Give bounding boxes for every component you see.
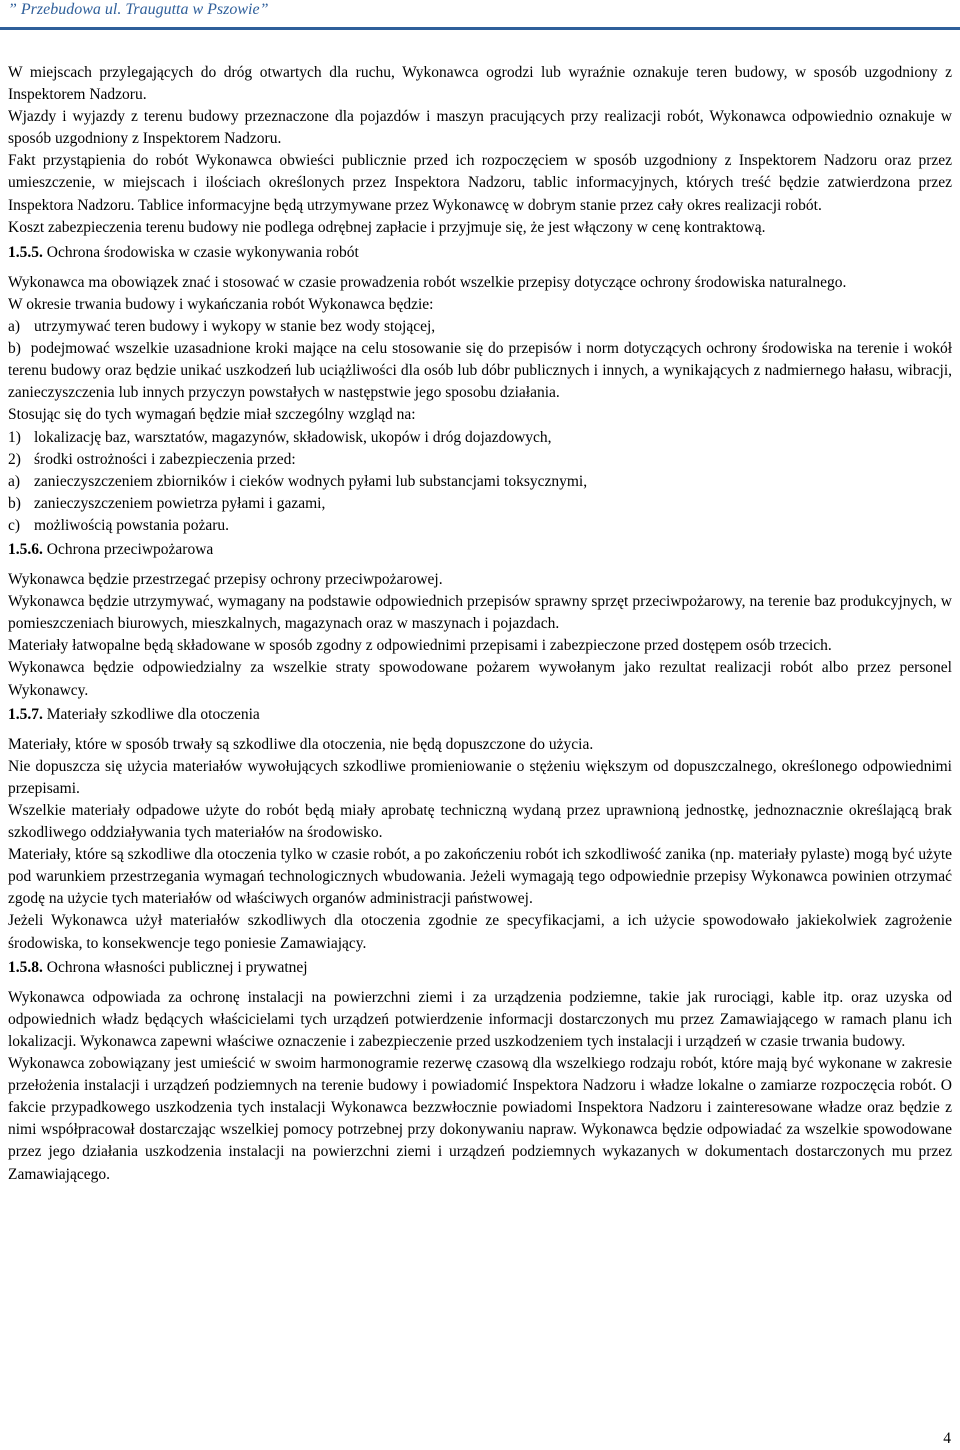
list-item-text: utrzymywać teren budowy i wykopy w stanie bez wody stojącej,	[34, 318, 436, 336]
list-item-text: lokalizację baz, warsztatów, magazynów, składowisk, ukopów i dróg dojazdowych,	[34, 428, 552, 446]
list-marker: b)	[8, 494, 21, 512]
page-number: 4	[943, 1430, 951, 1447]
list-item-text: zanieczyszczeniem powietrza pyłami i gazami,	[34, 494, 326, 512]
list-item	[8, 493, 952, 515]
list-marker: b)	[8, 340, 21, 358]
header-divider	[0, 27, 960, 30]
section-heading-1-5-6	[8, 539, 952, 561]
list-item	[8, 471, 952, 493]
list-marker: a)	[8, 318, 21, 336]
list-item-text: możliwością powstania pożaru.	[34, 516, 229, 534]
section-title: Ochrona przeciwpożarowa	[42, 540, 214, 558]
list-item-wrapped	[8, 338, 952, 404]
list-marker: 2)	[8, 450, 21, 468]
section-number: 1.5.7.	[8, 705, 43, 723]
paragraph: Nie dopuszcza się użycia materiałów wywołujących szkodliwe promieniowanie o stężeniu większym od dopuszczalnego, określonego odpowiednimi przepisami.	[8, 757, 952, 797]
paragraph: Wykonawca odpowiada za ochronę instalacji na powierzchni ziemi i za urządzenia podziemne, takie jak rurociągi, kable itp. oraz uzyska od odpowiednich władz będących właścicielami tych urządzeń potwierdzenie informacji dostarczonych mu przez Zamawiającego w ramach planu ich lokalizacji. Wykonawca zapewni właściwe oznaczenie i zabezpieczenie przed uszkodzeniem tych instalacji i urządzeń w czasie trwania budowy.	[8, 988, 952, 1050]
paragraph: Stosując się do tych wymagań będzie miał szczególny wzgląd na:	[8, 406, 416, 424]
section-number: 1.5.8.	[8, 958, 43, 976]
list-item-text: podejmować wszelkie uzasadnione kroki mające na celu stosowanie się do przepisów i norm dotyczących ochrony środowiska na terenie i wokół terenu budowy oraz będzie unikać uszkodzeń lub uciążliwości dla osób lub dóbr publicznych i innych, a wynikających z nadmiernego hałasu, wibracji, zanieczyszczenia lub innych przyczyn powstałych w następstwie jego sposobu działania.	[8, 340, 952, 402]
paragraph: Wykonawca będzie odpowiedzialny za wszelkie straty spowodowane pożarem wywołanym jako rezultat realizacji robót albo przez personel Wykonawcy.	[8, 659, 952, 699]
list-item	[8, 427, 952, 449]
paragraph: Wykonawca ma obowiązek znać i stosować w czasie prowadzenia robót wszelkie przepisy dotyczące ochrony środowiska naturalnego.	[8, 273, 847, 291]
list-item	[8, 515, 952, 537]
paragraph: Materiały, które są szkodliwe dla otoczenia tylko w czasie robót, a po zakończeniu robót ich szkodliwość zanika (np. materiały pylaste) mogą być użyte pod warunkiem przestrzegania wymagań technologicznych wbudowania. Jeżeli wymagają tego odpowiednie przepisy Wykonawca powinien otrzymać zgodę na użycie tych materiałów od właściwych organów administracji państwowej.	[8, 846, 952, 908]
document-body	[8, 62, 952, 1186]
list-item	[8, 449, 952, 471]
paragraph: W okresie trwania budowy i wykańczania robót Wykonawca będzie:	[8, 295, 434, 313]
paragraph: Jeżeli Wykonawca użył materiałów szkodliwych dla otoczenia zgodnie ze specyfikacjami, a ich użycie spowodowało jakiekolwiek zagrożenie środowiska, to konsekwencje tego poniesie Zamawiający.	[8, 912, 952, 952]
paragraph: Wykonawca zobowiązany jest umieścić w swoim harmonogramie rezerwę czasową dla wszelkiego rodzaju robót, które mają być wykonane w zakresie przełożenia instalacji i urządzeń podziemnych na terenie budowy i powiadomić Inspektora Nadzoru i władze lokalne o zamiarze rozpoczęcia robót. O fakcie przypadkowego uszkodzenia tych instalacji Wykonawca bezzwłocznie powiadomi Inspektora Nadzoru i zainteresowane władze oraz będzie z nimi współpracował dostarczając wszelkiej pomocy potrzebnej przy dokonywaniu napraw. Wykonawca będzie odpowiadać za wszelkie spowodowane przez jego działania uszkodzenia instalacji na powierzchni ziemi i urządzeń podziemnych wykazanych w dokumentach dostarczonych mu przez Zamawiającego.	[8, 1055, 952, 1183]
paragraph: Materiały łatwopalne będą składowane w sposób zgodny z odpowiednimi przepisami i zabezpieczone przed dostępem osób trzecich.	[8, 637, 832, 655]
list-item-text: środki ostrożności i zabezpieczenia przed:	[34, 450, 296, 468]
section-number: 1.5.6.	[8, 540, 43, 558]
paragraph: W miejscach przylegających do dróg otwartych dla ruchu, Wykonawca ogrodzi lub wyraźnie oznakuje teren budowy, w sposób uzgodniony z Inspektorem Nadzoru.	[8, 64, 952, 104]
header-title: ” Przebudowa ul. Traugutta w Pszowie”	[8, 1, 269, 18]
paragraph: Wjazdy i wyjazdy z terenu budowy przeznaczone dla pojazdów i maszyn pracujących przy realizacji robót, Wykonawca odpowiednio oznakuje w sposób uzgodniony z Inspektorem Nadzoru.	[8, 108, 952, 148]
paragraph: Wykonawca będzie utrzymywać, wymagany na podstawie odpowiednich przepisów sprawny sprzęt przeciwpożarowy, na terenie baz produkcyjnych, w pomieszczeniach biurowych, mieszkalnych, magazynach oraz w maszynach i pojazdach.	[8, 593, 952, 633]
list-marker: 1)	[8, 428, 21, 446]
section-title: Ochrona środowiska w czasie wykonywania robót	[42, 243, 359, 261]
paragraph: Wszelkie materiały odpadowe użyte do robót będą miały aprobatę techniczną wydaną przez uprawnioną jednostkę, jednoznacznie określającą brak szkodliwego oddziaływania tych materiałów na środowisko.	[8, 802, 952, 842]
section-heading-1-5-8	[8, 957, 952, 979]
list-marker: a)	[8, 472, 21, 490]
list-item	[8, 316, 952, 338]
list-marker: c)	[8, 516, 21, 534]
section-title: Materiały szkodliwe dla otoczenia	[42, 705, 260, 723]
section-heading-1-5-7	[8, 704, 952, 726]
list-item-text: zanieczyszczeniem zbiorników i cieków wodnych pyłami lub substancjami toksycznymi,	[34, 472, 588, 490]
section-number: 1.5.5.	[8, 243, 43, 261]
paragraph: Wykonawca będzie przestrzegać przepisy ochrony przeciwpożarowej.	[8, 571, 443, 589]
paragraph: Materiały, które w sposób trwały są szkodliwe dla otoczenia, nie będą dopuszczone do użycia.	[8, 735, 594, 753]
section-title: Ochrona własności publicznej i prywatnej	[42, 958, 308, 976]
section-heading-1-5-5	[8, 242, 952, 264]
paragraph: Koszt zabezpieczenia terenu budowy nie podlega odrębnej zapłacie i przyjmuje się, że jest włączony w cenę kontraktową.	[8, 218, 766, 236]
paragraph: Fakt przystąpienia do robót Wykonawca obwieści publicznie przed ich rozpoczęciem w sposób uzgodniony z Inspektorem Nadzoru oraz przez umieszczenie, w miejscach i ilościach określonych przez Inspektora Nadzoru, tablic informacyjnych, których treść będzie zatwierdzona przez Inspektora Nadzoru. Tablice informacyjne będą utrzymywane przez Wykonawcę w dobrym stanie przez cały okres realizacji robót.	[8, 152, 952, 214]
